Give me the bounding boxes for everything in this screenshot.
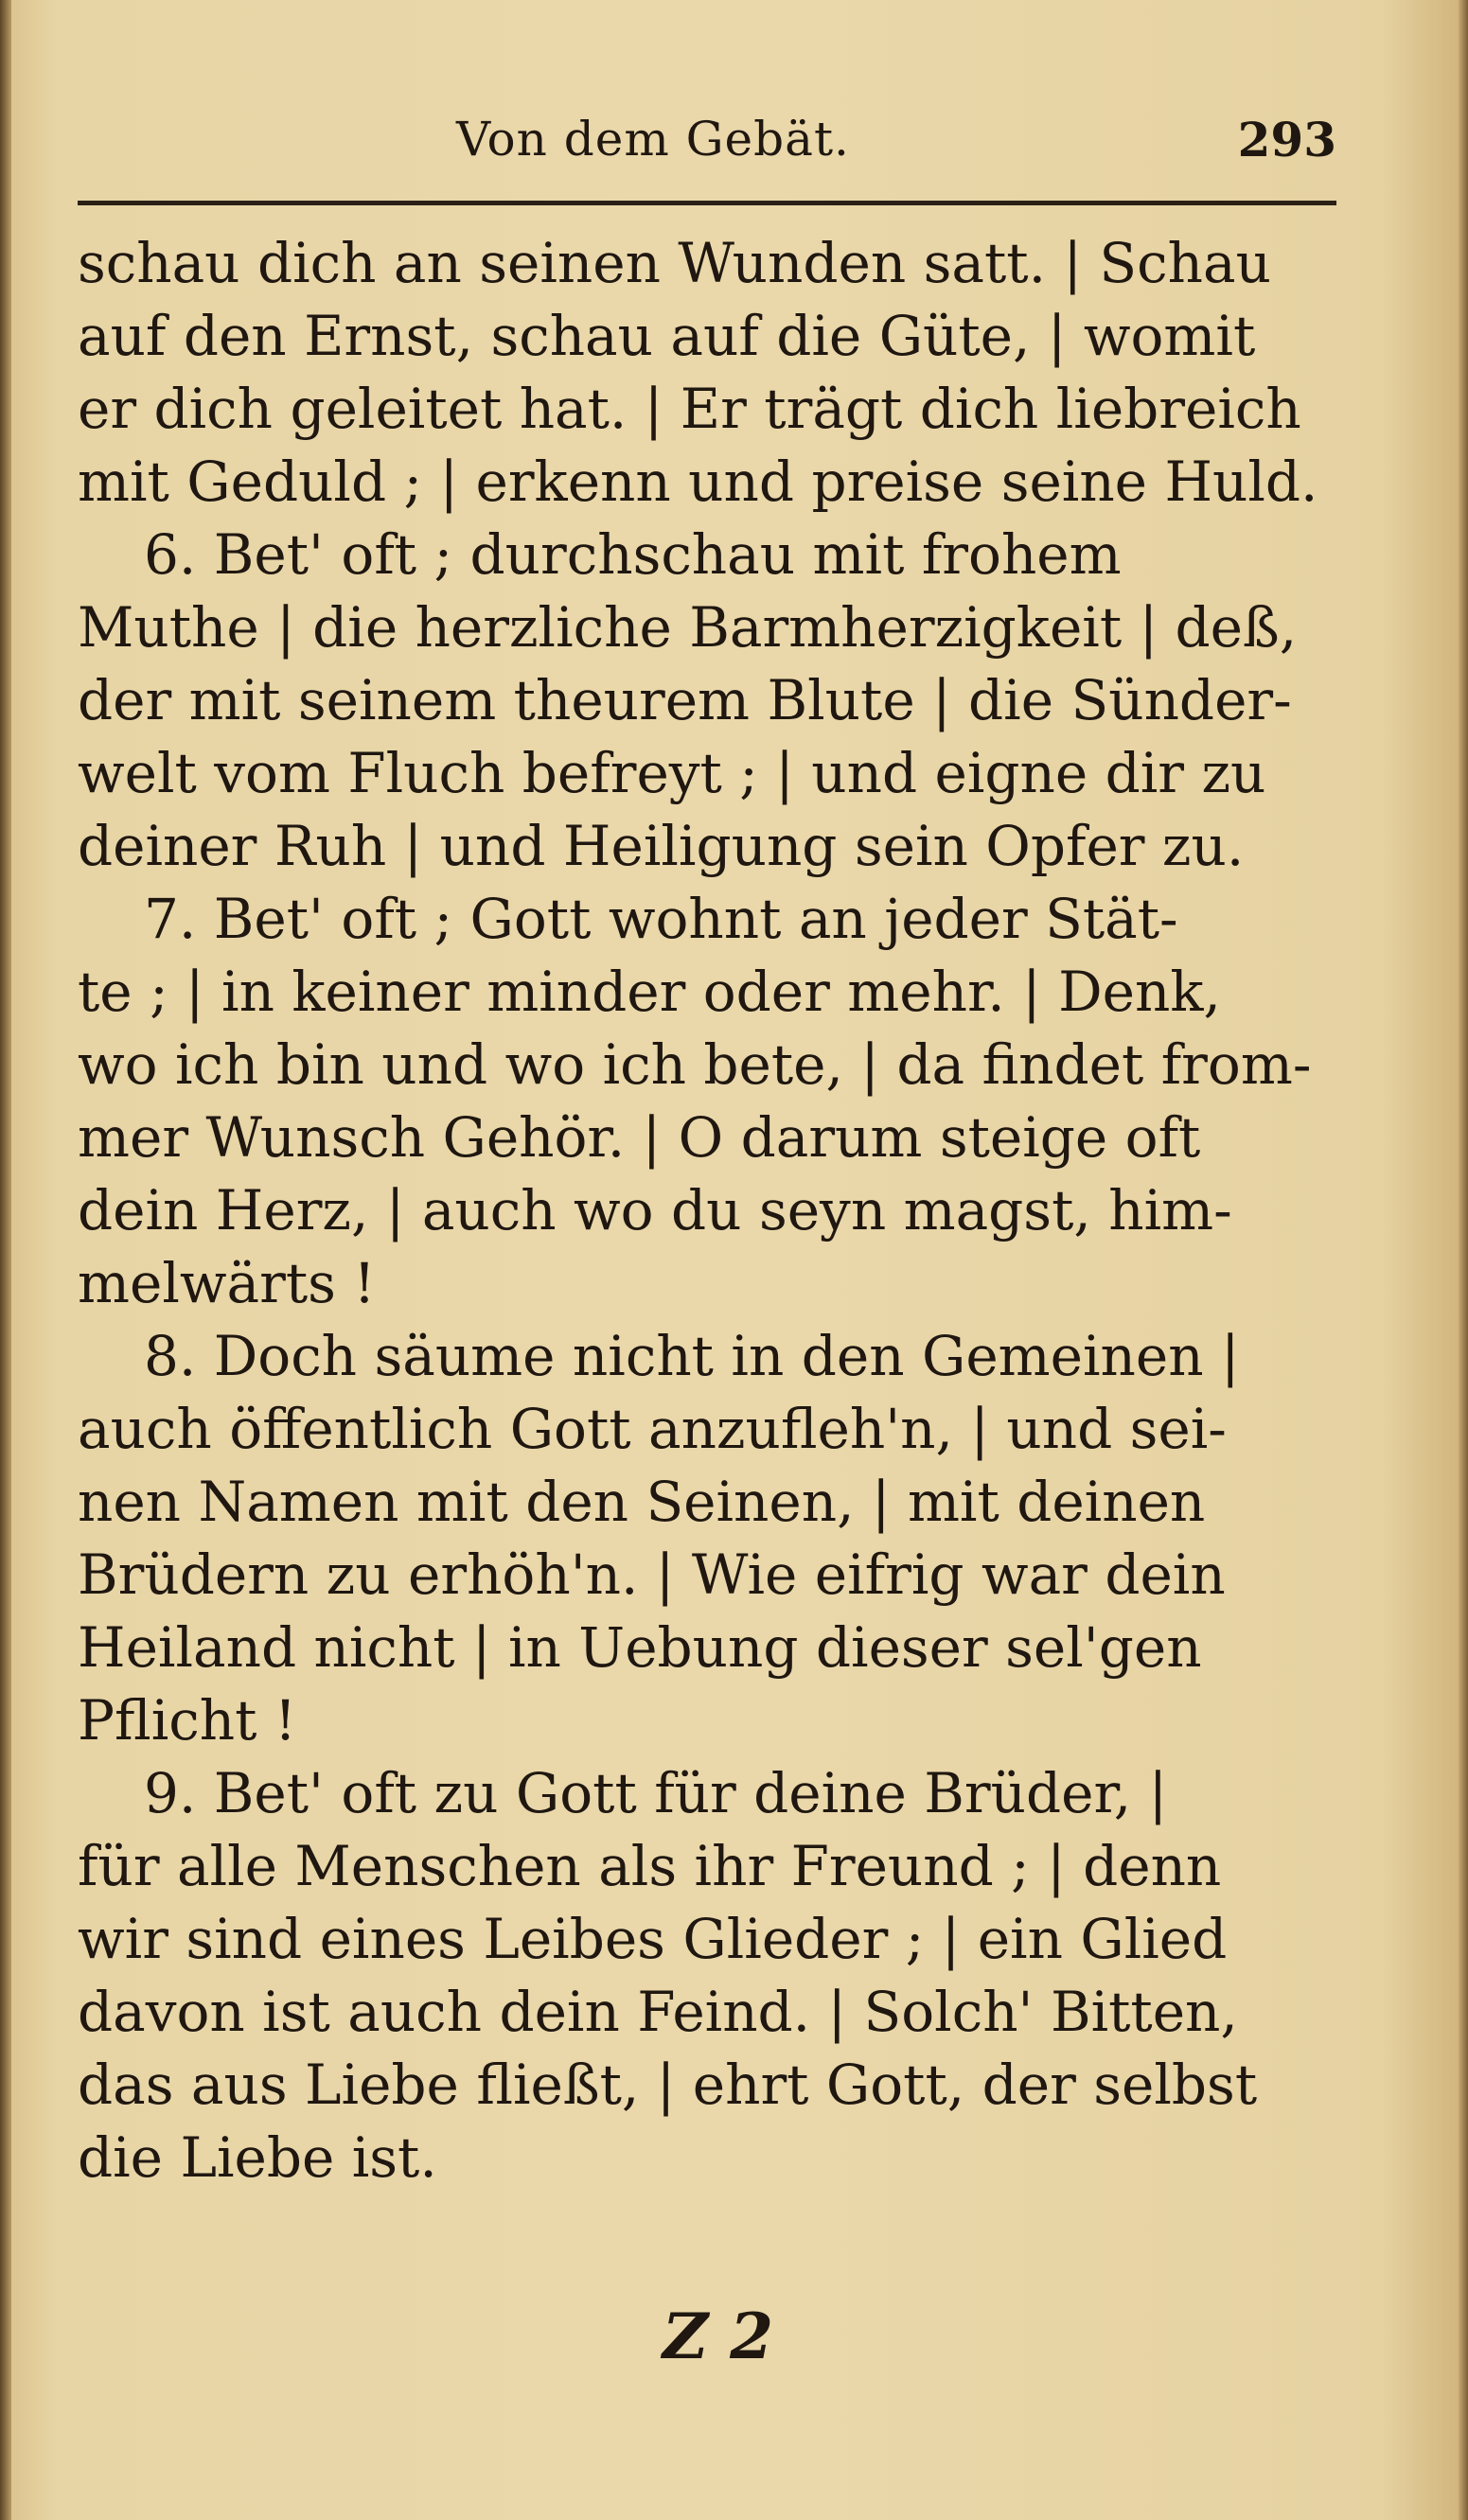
text-line: für alle Menschen als ihr Freund ; | denn: [78, 1834, 1222, 1898]
body-text: [78, 227, 1393, 2194]
running-head: Von dem Gebät.: [456, 112, 850, 167]
printer-signature: Z 2: [663, 2300, 774, 2373]
text-line: davon ist auch dein Feind. | Solch' Bitten,: [78, 1980, 1238, 2044]
text-line: er dich geleitet hat. | Er trägt dich liebreich: [78, 377, 1301, 441]
page-edge-right: [1459, 0, 1468, 2520]
text-line: mit Geduld ; | erkenn und preise seine Huld.: [78, 449, 1318, 514]
text-line: melwärts !: [78, 1251, 376, 1315]
text-line: Brüdern zu erhöh'n. | Wie eifrig war dein: [78, 1542, 1226, 1607]
verse-6-start: 6. Bet' oft ; durchschau mit frohem: [144, 522, 1122, 587]
text-line: auch öffentlich Gott anzufleh'n, | und sei-: [78, 1397, 1227, 1461]
text-line: der mit seinem theurem Blute | die Sünder-: [78, 668, 1292, 732]
text-line: te ; | in keiner minder oder mehr. | Denk,: [78, 960, 1221, 1024]
text-line: die Liebe ist.: [78, 2125, 437, 2190]
page-edge-left: [0, 0, 11, 2520]
verse-7-start: 7. Bet' oft ; Gott wohnt an jeder Stät-: [144, 887, 1178, 951]
text-line: Muthe | die herzliche Barmherzigkeit | deß,: [78, 595, 1298, 660]
text-line: Pflicht !: [78, 1688, 297, 1753]
text-line: mer Wunsch Gehör. | O darum steige oft: [78, 1105, 1201, 1170]
page-header: [78, 112, 1336, 187]
text-line: Heiland nicht | in Uebung dieser sel'gen: [78, 1615, 1202, 1680]
text-line: schau dich an seinen Wunden satt. | Schau: [78, 231, 1271, 295]
text-line: wo ich bin und wo ich bete, | da findet from-: [78, 1032, 1312, 1097]
text-line: welt vom Fluch befreyt ; | und eigne dir zu: [78, 741, 1266, 805]
page-number: 293: [1237, 112, 1336, 167]
text-line: deiner Ruh | und Heiligung sein Opfer zu.: [78, 814, 1245, 878]
text-line: das aus Liebe fließt, | ehrt Gott, der selbst: [78, 2053, 1258, 2117]
text-line: nen Namen mit den Seinen, | mit deinen: [78, 1470, 1206, 1534]
header-rule: [78, 201, 1336, 205]
verse-8-start: 8. Doch säume nicht in den Gemeinen |: [144, 1324, 1240, 1388]
text-line: wir sind eines Leibes Glieder ; | ein Glied: [78, 1907, 1228, 1971]
verse-9-start: 9. Bet' oft zu Gott für deine Brüder, |: [144, 1761, 1168, 1825]
text-line: auf den Ernst, schau auf die Güte, | womit: [78, 304, 1256, 368]
text-line: dein Herz, | auch wo du seyn magst, him-: [78, 1178, 1232, 1242]
